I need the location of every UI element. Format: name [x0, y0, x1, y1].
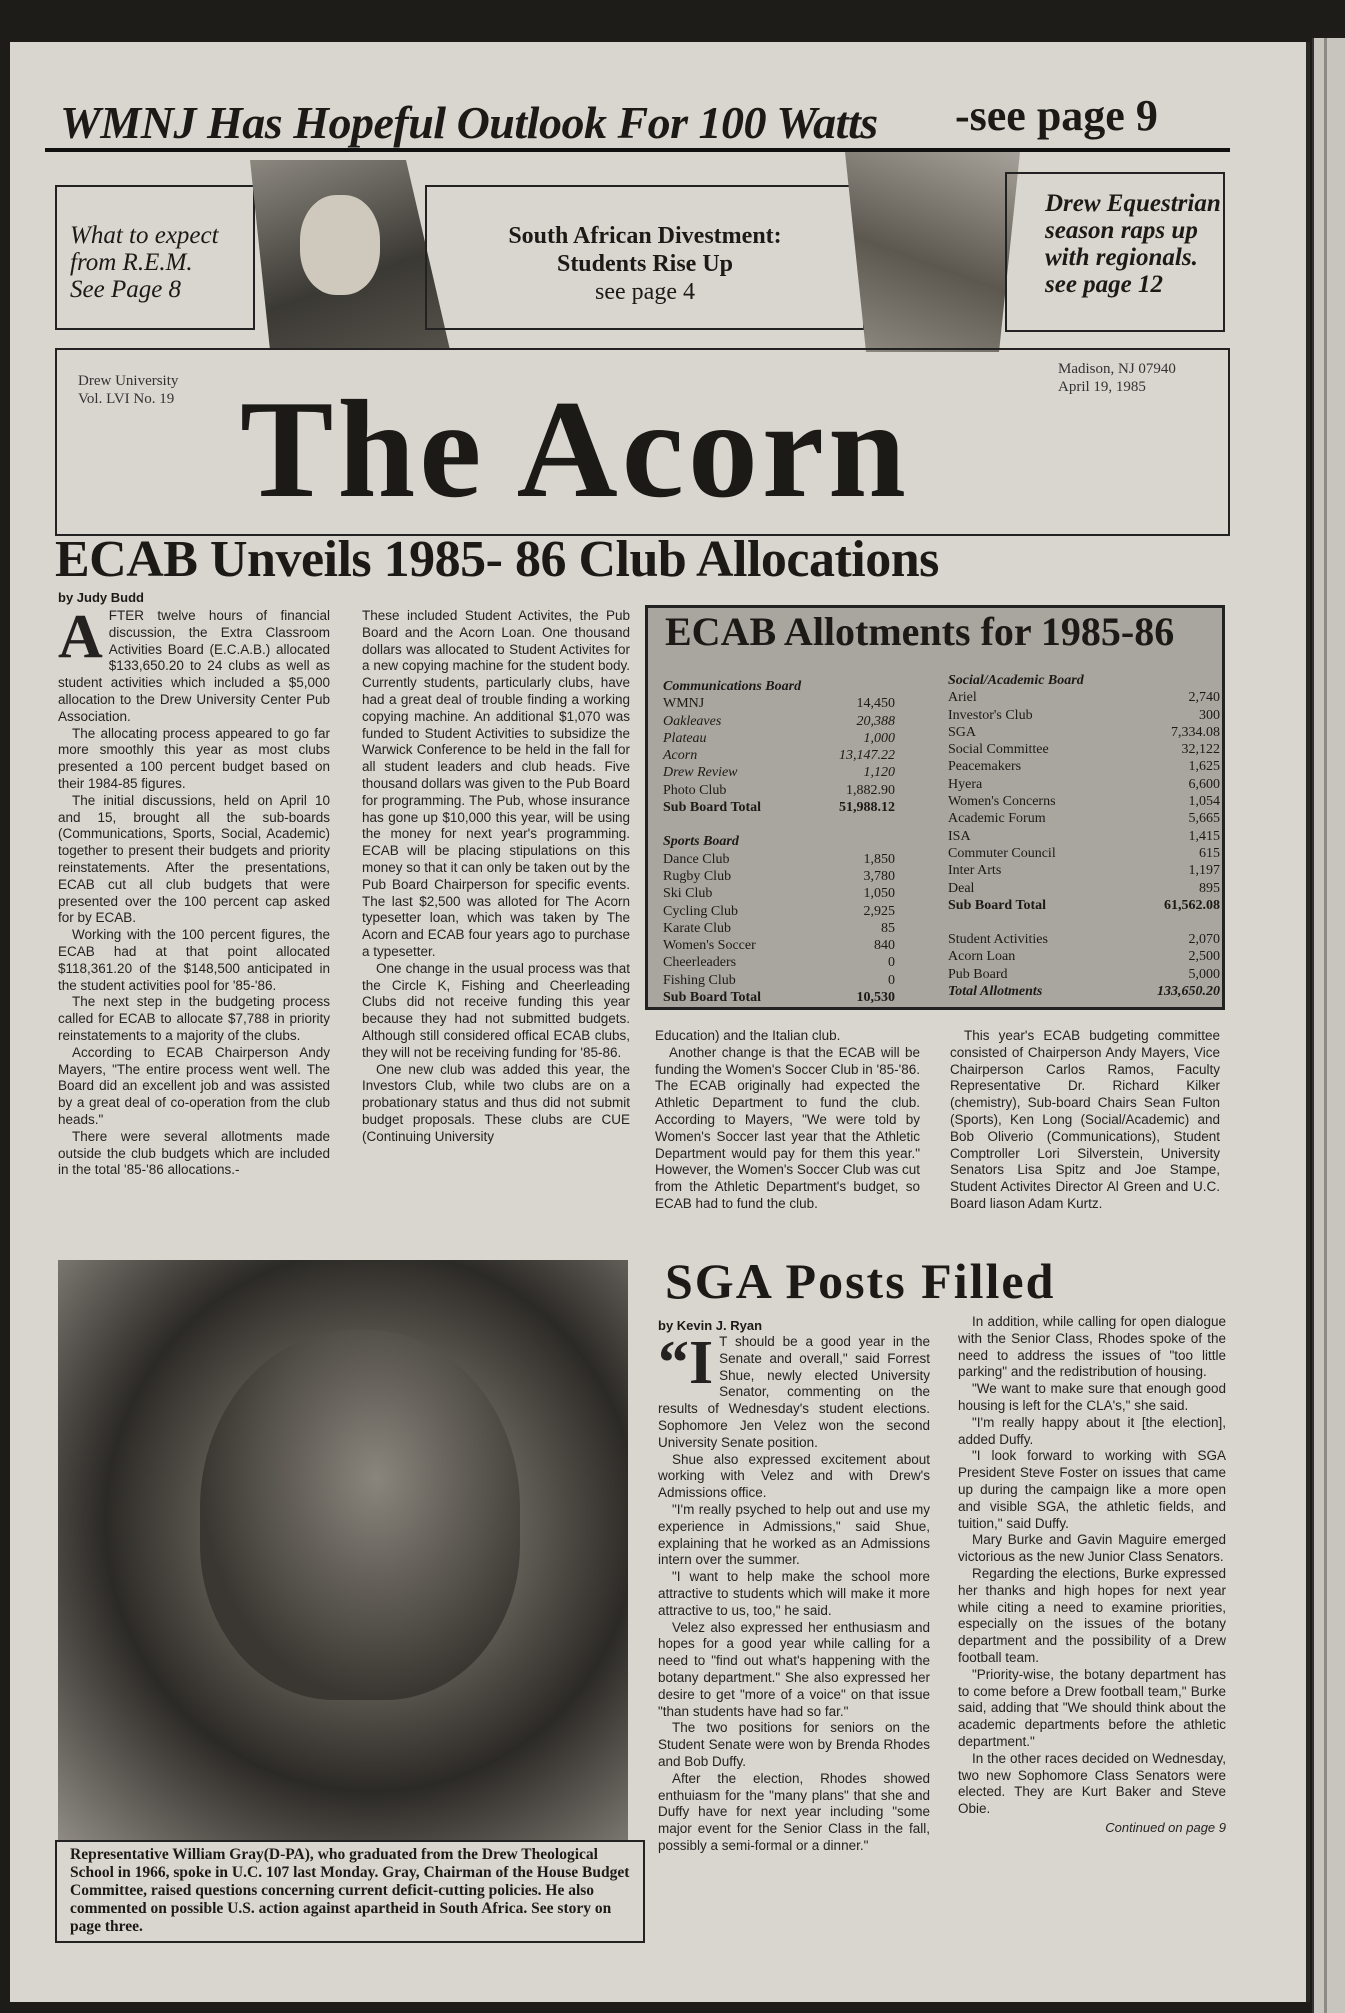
sga-byline: by Kevin J. Ryan	[658, 1318, 763, 1333]
table-row: Women's Soccer 840	[663, 938, 895, 954]
teaser-equestrian[interactable]: Drew Equestrian season raps up with regionals. see page 12	[1045, 190, 1221, 298]
table-total-row: Sub Board Total 10,530	[663, 990, 895, 1006]
ecab-column-2: These included Student Activites, the Pub Board and the Acorn Loan. One thousand dollars was allocated to Student Activites for a new copying machine for the student body. Currently students, particularly clubs, have had a great deal of trouble finding a working copying machine. An additional $1,070 was funded to Student Activities to subsidize the Warwick Conference to be held in the fall for all student leaders and club heads. Five thousand dollars was given to the Pub Board for programming. The Pub, whose insurance has gone up $10,000 this year, will be using the money for next year's programming. ECAB will be placing stipulations on this money so that it can only be taken out by the Pub Board Chairperson for specific events. The last $2,500 was alloted for The Acorn typesetter loan, which was taken by The Acorn and ECAB four years ago to purchase a typesetter. One change in the usual process was that the Circle K, Fishing and Cheerleading Clubs did not receive funding this year because they had not submitted budgets. Although still considered offical ECAB clubs, they will not be receiving funding for '85-86. One new club was added this year, the Investors Club, while two clubs are on a probationary status and thus did not submit budget proposals. These clubs are CUE (Continuing University	[362, 608, 630, 1144]
table-row: Deal 895	[948, 880, 1220, 896]
table-total-row: Sub Board Total 51,988.12	[663, 800, 895, 816]
table-row: WMNJ 14,450	[663, 696, 895, 712]
ecab-column-4: This year's ECAB budgeting committee consisted of Chairperson Andy Mayers, Vice Chairperson Carlos Ramos, Faculty Representative Dr. Richard Kilker (chemistry), Sub-board Chairs Sean Fulton (Sports), Ken Long (Social/Academic) and Bob Oliverio (Communications), Student Comptroller Lori Silverstein, University Senators Lisa Spitz and Joe Stampe, Student Activites Director Al Green and U.C. Board liason Adam Kurtz.	[950, 1028, 1220, 1211]
table-row: Ski Club 1,050	[663, 886, 895, 902]
social-academic-board-section: Social/Academic Board Ariel 2,740 Investor's Club 300 SGA 7,334.08 Social Committee 32,122 Peacemakers 1,625 Hyera 6,600 Women's Concerns 1,054 Academic Forum 5,665 ISA 1,415 Commuter Council 615 Inter Arts 1,197 Deal 895 Sub Board Total 61,562.08 Student Activities 2,070 Acorn Loan 2,500 Pub Board 5,000 Total Allotments 133,650.20	[948, 673, 1220, 1000]
gray-photo-subject	[200, 1330, 520, 1700]
table-row: Cheerleaders 0	[663, 955, 895, 971]
table-row: Photo Club 1,882.90	[663, 782, 895, 798]
table-row: Ariel 2,740	[948, 690, 1220, 706]
masthead-date-info: Madison, NJ 07940 April 19, 1985	[1058, 361, 1176, 395]
banner-headline[interactable]: WMNJ Has Hopeful Outlook For 100 Watts	[60, 97, 878, 148]
banner-page-ref[interactable]: -see page 9	[955, 91, 1158, 140]
table-row: ISA 1,415	[948, 828, 1220, 844]
table-row: Peacemakers 1,625	[948, 759, 1220, 775]
table-row: Academic Forum 5,665	[948, 811, 1220, 827]
table-row: Women's Concerns 1,054	[948, 794, 1220, 810]
table-row: Investor's Club 300	[948, 707, 1220, 723]
table-row: Hyera 6,600	[948, 776, 1220, 792]
allotments-table-title: ECAB Allotments for 1985-86	[665, 609, 1175, 654]
table-row: Student Activities 2,070	[948, 932, 1220, 948]
communications-board-section: Communications Board WMNJ 14,450 Oakleaves 20,388 Plateau 1,000 Acorn 13,147.22 Drew Review 1,120 Photo Club 1,882.90 Sub Board Total 51,988.12 Sports Board Dance Club 1,850 Rugby Club 3,780 Ski Club 1,050 Cycling Club 2,925 Karate Club 85 Women's Soccer 840 Cheerleaders 0 Fishing Club 0 Sub Board Total 10,530	[663, 679, 895, 1006]
table-total-row: Sub Board Total 61,562.08	[948, 897, 1220, 913]
masthead-title: The Acorn	[240, 372, 910, 527]
table-row: Fishing Club 0	[663, 972, 895, 988]
sga-headline[interactable]: SGA Posts Filled	[665, 1253, 1056, 1309]
rem-photo-face	[300, 195, 380, 295]
teaser-divestment[interactable]: South African Divestment: Students Rise Up see page 4	[508, 223, 782, 305]
table-row: Acorn Loan 2,500	[948, 949, 1220, 965]
ecab-headline[interactable]: ECAB Unveils 1985- 86 Club Allocations	[55, 531, 939, 588]
ecab-dropcap: A	[58, 603, 103, 671]
table-row: Dance Club 1,850	[663, 851, 895, 867]
table-row: Karate Club 85	[663, 920, 895, 936]
table-row: Plateau 1,000	[663, 730, 895, 746]
teaser-rem[interactable]: What to expect from R.E.M. See Page 8	[70, 222, 219, 303]
table-row: Commuter Council 615	[948, 845, 1220, 861]
banner-rule	[45, 148, 1230, 152]
table-row: Inter Arts 1,197	[948, 863, 1220, 879]
sga-dropcap: “I	[658, 1329, 714, 1397]
ecab-byline: by Judy Budd	[58, 590, 144, 605]
table-row: Rugby Club 3,780	[663, 868, 895, 884]
sga-column-1: “I T should be a good year in the Senate and overall," said Forrest Shue, newly elected University Senator, commenting on the results of Wednesday's student elections. Sophomore Jen Velez won the second University Senate position. Shue also expressed excitement about working with Velez and with Drew's Admissions office. "I'm really psyched to help out and use my experience in Admissions," said Shue, explaining that he worked as an Admissions intern over the summer. "I want to help make the school more attractive to students which will make it more attractive to us, too," he said. Velez also expressed her enthusiasm and hopes for a good year while calling for a need to "find out what's happening with the botany department." She also expressed her desire to get "more of a voice" on that issue "than students have had so far." The two positions for seniors on the Student Senate were won by Brenda Rhodes and Bob Duffy. After the election, Rhodes showed enthuiasm for the "many plans" that she and Duffy have for next year including "some major event for the Senior Class in the fall, possibly a semi-formal or a dinner."	[658, 1329, 930, 1853]
equestrian-photo	[845, 152, 1020, 352]
table-row: SGA 7,334.08	[948, 724, 1220, 740]
sga-column-2: In addition, while calling for open dialogue with the Senior Class, Rhodes spoke of the need to address the issues of "too little parking" and the redistribution of housing. "We want to make sure that enough good housing is left for the CLA's," she said. "I'm really happy about it [the election], added Duffy. "I look forward to working with SGA President Steve Foster on issues that came up during the campaign like a more open and visible SGA, the athletic fields, and tuition," said Duffy. Mary Burke and Gavin Maguire emerged victorious as the new Junior Class Senators. Regarding the elections, Burke expressed her thanks and high hopes for next year while citing a need to examine priorities, especially on the issues of the botany department and the possibility of a Drew football team. "Priority-wise, the botany department has to come before a Drew football team," Burke said, adding that "We should think about the academic departments before the athletic department." In the other races decided on Wednesday, two new Sophomore Class Senators were elected. They are Kurt Baker and Steve Obie. Continued on page 9	[958, 1314, 1226, 1835]
table-grand-total-row: Total Allotments 133,650.20	[948, 984, 1220, 1000]
table-row: Oakleaves 20,388	[663, 713, 895, 729]
masthead-issue-info: Drew University Vol. LVI No. 19	[78, 373, 179, 407]
binding-edge	[1312, 38, 1345, 2013]
continued-link[interactable]: Continued on page 9	[1105, 1819, 1226, 1835]
table-row: Acorn 13,147.22	[663, 748, 895, 764]
table-row: Drew Review 1,120	[663, 765, 895, 781]
table-row: Cycling Club 2,925	[663, 903, 895, 919]
ecab-column-1: A FTER twelve hours of financial discussion, the Extra Classroom Activities Board (E.C.A.B.) allocated $133,650.20 to 24 clubs as well as student activities which included a $5,000 allocation to the Drew University Center Pub Association. The allocating process appeared to go far more smoothly this year as most clubs presented a 100 percent budget based on their 1984-85 figures. The initial discussions, held on April 10 and 15, brought all the sub-boards (Communications, Sports, Social, Academic) together to present their budgets and priority reinstatements. After the presentations, ECAB cut all club budgets that were presented over the 100 percent cap asked for by ECAB. Working with the 100 percent figures, the ECAB had at that point allocated $118,361.20 of the $148,500 anticipated in the student activities pool for '85-'86. The next step in the budgeting process called for ECAB to allocate $7,788 in priority reinstatements to a majority of the clubs. According to ECAB Chairperson Andy Mayers, "The entire process went well. The Board did an excellent job and was assisted by a great deal of co-operation from the club heads." There were several allotments made outside the club budgets which are included in the total '85-'86 allocations.-	[58, 603, 330, 1178]
table-row: Pub Board 5,000	[948, 966, 1220, 982]
photo-caption: Representative William Gray(D-PA), who graduated from the Drew Theological School in 1966, spoke in U.C. 107 last Monday. Gray, Chairman of the House Budget Committee, raised questions concerning current deficit-cutting policies. He also commented on possible U.S. action against apartheid in South Africa. See story on page three.	[70, 1846, 630, 1935]
table-row: Social Committee 32,122	[948, 742, 1220, 758]
ecab-column-3: Education) and the Italian club. Another change is that the ECAB will be funding the Women's Soccer Club in '85-'86. The ECAB originally had expected the Athletic Department to fund the club. According to Mayers, "We were told by Women's Soccer last year that the Athletic Department would pay for them this year." However, the Women's Soccer Club was cut from the Athletic Department's budget, so ECAB had to fund the club.	[655, 1028, 920, 1211]
